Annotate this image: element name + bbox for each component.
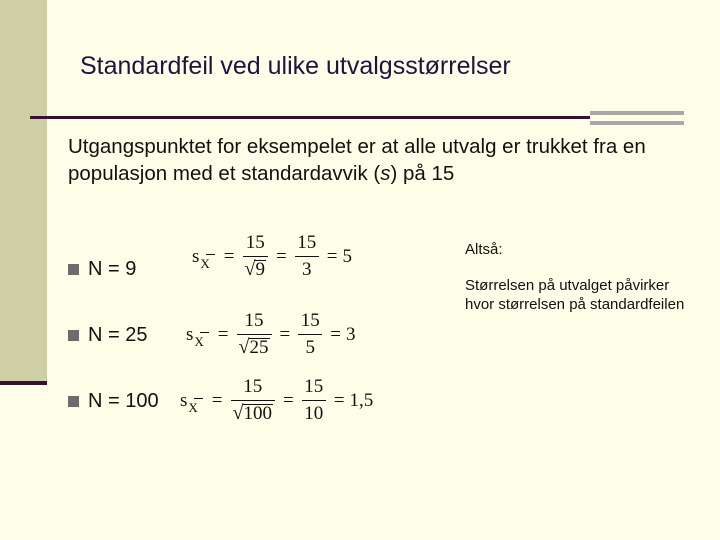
side-note-text: Størrelsen på utvalget påvirker hvor størrelsen på standardfeilen — [465, 277, 685, 313]
slide-title: Standardfeil ved ulike utvalgsstørrelser — [80, 52, 511, 80]
formula-n25: $s_X$ = 15 √ 25 = $\frac{15}{5}$ = 3 — [186, 310, 356, 358]
bullet-n100 — [68, 390, 159, 413]
standard-error-symbol: $s_X$ — [180, 390, 207, 412]
bullet-n9 — [68, 258, 136, 281]
bullet-n25 — [68, 324, 147, 347]
result-value: 3 — [345, 323, 356, 345]
title-rule-accent — [590, 111, 684, 125]
intro-text: Utgangspunktet for eksempelet er at alle utvalg er trukket fra en populasjon med et standardavvik (s) på 15 — [68, 135, 646, 185]
bullet-marker-icon — [68, 264, 79, 275]
title-rule — [30, 116, 590, 119]
bullet-marker-icon — [68, 330, 79, 341]
result-value: 1,5 — [349, 389, 374, 411]
bullet-label: N = 25 — [88, 324, 148, 346]
bullet-label: N = 9 — [88, 258, 137, 280]
left-band-edge — [0, 381, 47, 385]
formula-n9: $s_X$ = 15 √ 9 = $\frac{15}{3}$ = 5 — [192, 232, 352, 280]
side-note-heading: Altså: — [465, 241, 503, 258]
result-value: 5 — [342, 245, 352, 267]
standard-error-symbol: $s_X$ — [192, 246, 219, 268]
bullet-label: N = 100 — [88, 390, 159, 412]
standard-error-symbol: $s_X$ — [186, 324, 213, 346]
left-decor-band — [0, 0, 47, 384]
bullet-marker-icon — [68, 396, 79, 407]
formula-n100: $s_X$ = 15 √ 100 = $\frac{15}{10}$ = 1,5 — [180, 376, 374, 424]
